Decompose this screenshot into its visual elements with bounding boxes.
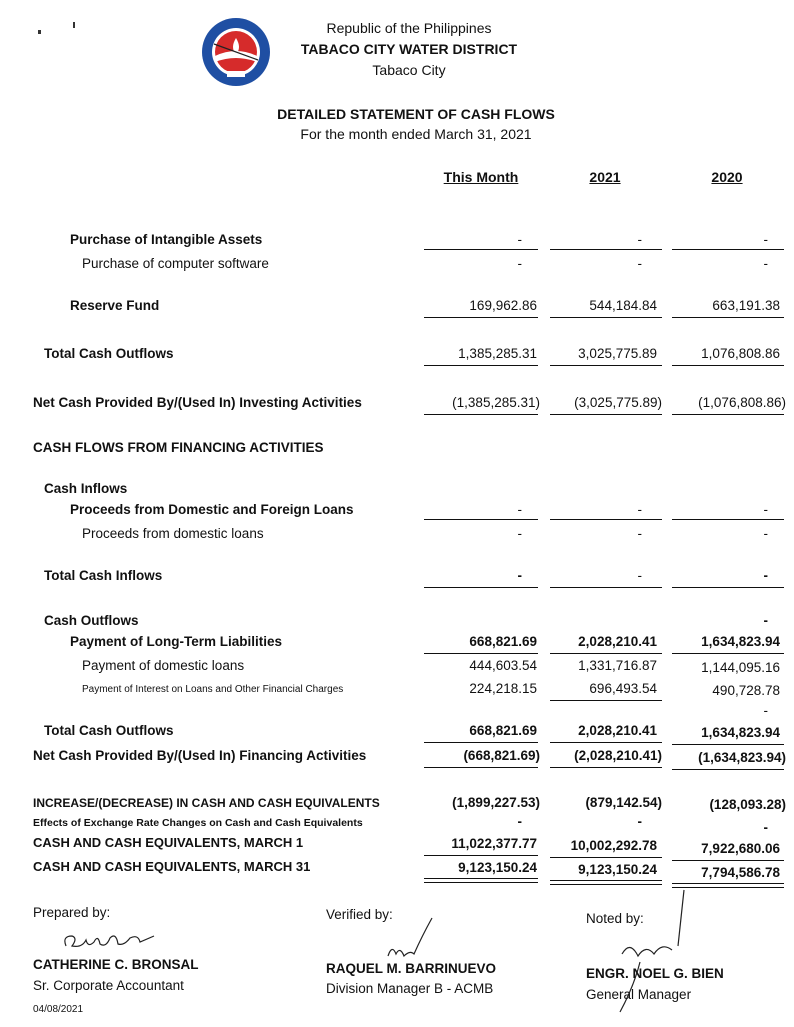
dash-mark: - xyxy=(763,703,768,718)
cell: 169,962.86 xyxy=(469,298,537,313)
row-label: Net Cash Provided By/(Used In) Financing Activities xyxy=(33,748,367,763)
row-label: Total Cash Outflows xyxy=(44,723,174,738)
underline xyxy=(550,587,662,588)
underline xyxy=(550,700,662,701)
cell: 444,603.54 xyxy=(469,658,537,673)
cell: 668,821.69 xyxy=(469,723,537,738)
underline xyxy=(672,519,784,520)
cell: 668,821.69 xyxy=(469,634,537,649)
double-underline xyxy=(424,878,538,883)
prepared-date: 04/08/2021 xyxy=(33,1004,84,1015)
underline xyxy=(424,767,538,768)
cell: 490,728.78 xyxy=(712,683,780,698)
underline xyxy=(672,317,784,318)
underline xyxy=(424,742,538,743)
noted-by-caption: Noted by: xyxy=(586,911,644,926)
cell: (1,076,808.86) xyxy=(698,395,786,410)
cell: 7,794,586.78 xyxy=(701,865,780,880)
statement-period: For the month ended March 31, 2021 xyxy=(300,126,532,142)
section-heading: CASH FLOWS FROM FINANCING ACTIVITIES xyxy=(33,440,324,455)
cell: (1,385,285.31) xyxy=(452,395,540,410)
subsection-heading: Cash Outflows xyxy=(44,613,139,628)
cell: 10,002,292.78 xyxy=(570,838,657,853)
underline xyxy=(424,414,538,415)
noted-by-name: ENGR. NOEL G. BIEN xyxy=(586,966,724,981)
underline xyxy=(672,744,784,745)
column-header-this-month: This Month xyxy=(443,169,519,185)
row-label: Proceeds from Domestic and Foreign Loans xyxy=(70,502,354,517)
cell: - xyxy=(637,814,642,829)
row-label: CASH AND CASH EQUIVALENTS, MARCH 1 xyxy=(33,835,304,850)
cell: - xyxy=(763,526,768,541)
agency-name: TABACO CITY WATER DISTRICT xyxy=(300,41,518,57)
subsection-heading: Cash Inflows xyxy=(44,481,128,496)
cell: - xyxy=(517,232,522,247)
cell: 1,144,095.16 xyxy=(701,660,780,675)
cell: - xyxy=(763,232,768,247)
underline xyxy=(424,249,538,250)
water-district-seal-logo xyxy=(200,16,272,88)
underline xyxy=(424,519,538,520)
underline xyxy=(672,249,784,250)
cell: 2,028,210.41 xyxy=(578,723,657,738)
cell: (1,899,227.53) xyxy=(452,795,540,810)
cell: (668,821.69) xyxy=(463,748,540,763)
cell: (1,634,823.94) xyxy=(698,750,786,765)
city-name: Tabaco City xyxy=(372,62,446,78)
cell: - xyxy=(637,256,642,271)
row-label: INCREASE/(DECREASE) IN CASH AND CASH EQUIVALENTS xyxy=(33,796,380,810)
cell: - xyxy=(763,568,768,583)
cell: 1,076,808.86 xyxy=(701,346,780,361)
row-label: Total Cash Outflows xyxy=(44,346,174,361)
cell: - xyxy=(517,502,522,517)
column-header-2020: 2020 xyxy=(711,169,743,185)
underline xyxy=(672,365,784,366)
underline xyxy=(550,742,662,743)
underline xyxy=(424,653,538,654)
scan-mark xyxy=(38,30,41,34)
underline xyxy=(672,769,784,770)
cell: - xyxy=(517,256,522,271)
underline xyxy=(672,587,784,588)
underline xyxy=(672,653,784,654)
scan-mark xyxy=(73,22,75,28)
column-header-2021: 2021 xyxy=(589,169,621,185)
cell: 7,922,680.06 xyxy=(701,841,780,856)
cell: - xyxy=(517,814,522,829)
cell: - xyxy=(763,613,768,628)
prepared-by-name: CATHERINE C. BRONSAL xyxy=(33,957,199,972)
cell: 544,184.84 xyxy=(589,298,657,313)
cell: 1,331,716.87 xyxy=(578,658,657,673)
row-label: Purchase of computer software xyxy=(82,256,269,271)
underline xyxy=(550,249,662,250)
underline xyxy=(550,414,662,415)
cell: 11,022,377.77 xyxy=(451,836,537,851)
underline xyxy=(550,365,662,366)
underline xyxy=(672,860,784,861)
cell: (2,028,210.41) xyxy=(574,748,662,763)
row-label: Purchase of Intangible Assets xyxy=(70,232,263,247)
cell: - xyxy=(763,820,768,835)
underline xyxy=(672,414,784,415)
row-label: Proceeds from domestic loans xyxy=(82,526,264,541)
cell: - xyxy=(637,232,642,247)
statement-title: DETAILED STATEMENT OF CASH FLOWS xyxy=(277,106,555,122)
row-label: Net Cash Provided By/(Used In) Investing Activities xyxy=(33,395,362,410)
prepared-by-position: Sr. Corporate Accountant xyxy=(33,978,184,993)
cell: 3,025,775.89 xyxy=(578,346,657,361)
signature-bronsal xyxy=(60,922,170,958)
verified-by-caption: Verified by: xyxy=(326,907,393,922)
cell: - xyxy=(517,568,522,583)
underline xyxy=(550,653,662,654)
underline xyxy=(424,365,538,366)
row-label: Payment of Interest on Loans and Other Financial Charges xyxy=(82,684,344,695)
cell: - xyxy=(763,256,768,271)
verified-by-position: Division Manager B - ACMB xyxy=(326,981,494,996)
cell: (3,025,775.89) xyxy=(574,395,662,410)
cell: 663,191.38 xyxy=(712,298,780,313)
cell: 696,493.54 xyxy=(589,681,657,696)
cell: 2,028,210.41 xyxy=(578,634,657,649)
cell: 224,218.15 xyxy=(469,681,537,696)
row-label: Effects of Exchange Rate Changes on Cash and Cash Equivalents xyxy=(33,817,363,829)
double-underline xyxy=(550,880,662,885)
underline xyxy=(550,857,662,858)
row-label: CASH AND CASH EQUIVALENTS, MARCH 31 xyxy=(33,859,311,874)
cell: - xyxy=(763,502,768,517)
cell: 9,123,150.24 xyxy=(578,862,657,877)
cell: (879,142.54) xyxy=(585,795,662,810)
row-label: Reserve Fund xyxy=(70,298,160,313)
underline xyxy=(424,317,538,318)
underline xyxy=(424,587,538,588)
verified-by-name: RAQUEL M. BARRINUEVO xyxy=(326,961,497,976)
underline xyxy=(550,317,662,318)
noted-by-position: General Manager xyxy=(586,987,692,1002)
underline xyxy=(550,767,662,768)
cell: - xyxy=(637,568,642,583)
underline xyxy=(424,855,538,856)
cell: - xyxy=(517,526,522,541)
republic-line: Republic of the Philippines xyxy=(326,20,492,36)
row-label: Total Cash Inflows xyxy=(44,568,163,583)
cell: 1,634,823.94 xyxy=(701,634,780,649)
cell: (128,093.28) xyxy=(709,797,786,812)
row-label: Payment of Long-Term Liabilities xyxy=(70,634,283,649)
cell: - xyxy=(637,502,642,517)
prepared-by-caption: Prepared by: xyxy=(33,905,111,920)
cell: - xyxy=(637,526,642,541)
cell: 1,385,285.31 xyxy=(458,346,537,361)
cell: 1,634,823.94 xyxy=(701,725,780,740)
cell: 9,123,150.24 xyxy=(458,860,537,875)
row-label: Payment of domestic loans xyxy=(82,658,245,673)
underline xyxy=(550,519,662,520)
